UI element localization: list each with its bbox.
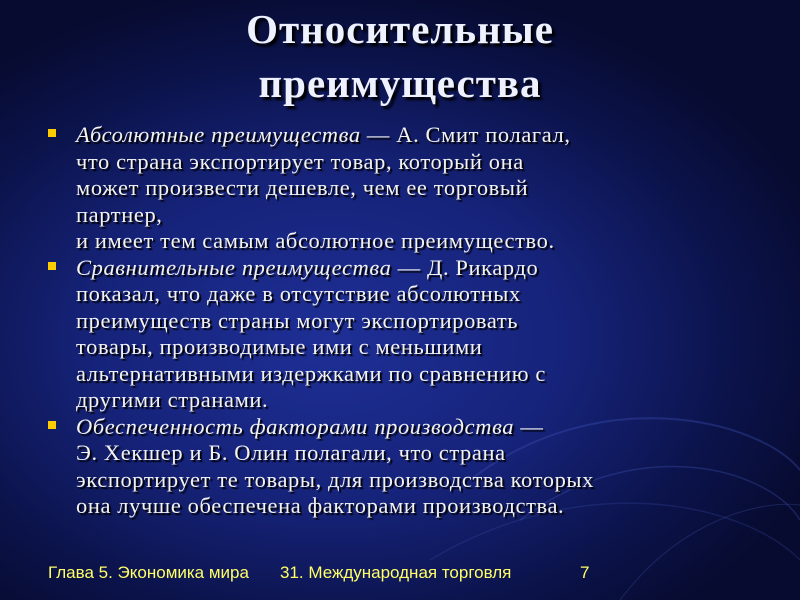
slide-title (0, 2, 800, 110)
bullet-line: показал, что даже в отсутствие абсолютных (76, 281, 521, 306)
footer-page-number: 7 (580, 563, 590, 582)
bullet-line: экспортирует те товары, для производства которых (76, 466, 594, 492)
bullet-comparative-advantage (48, 255, 793, 414)
slide-title-line-1: Относительные (246, 6, 554, 52)
bullet-line: преимуществ страны могут экспортировать (76, 307, 519, 333)
bullet-line (76, 122, 793, 149)
footer-topic: 31. Международная торговля (280, 563, 512, 582)
bullet-line: и имеет тем самым абсолютное преимущество. (76, 228, 555, 253)
slide-title-line-2: преимущества (258, 60, 542, 106)
bullet-term: Абсолютные преимущества (76, 122, 361, 147)
bullet-line (76, 414, 793, 441)
bullet-text: — А. Смит полагал, (360, 122, 571, 147)
bullet-square-icon (48, 129, 56, 137)
bullet-line (76, 255, 793, 282)
bullet-text: — Д. Рикардо (391, 254, 539, 280)
bullet-line: альтернативными издержками по сравнению с (76, 360, 547, 386)
footer-chapter: Глава 5. Экономика мира (48, 563, 249, 582)
bullet-line: что страна экспортирует товар, который она (76, 148, 524, 174)
bullet-line: товары, производимые ими с меньшими (76, 334, 483, 359)
bullet-term: Обеспеченность факторами производства (76, 413, 515, 439)
bullet-text: — (514, 413, 544, 439)
bullet-line: партнер, (76, 201, 163, 227)
bullet-line: Э. Хекшер и Б. Олин полагали, что страна (76, 440, 506, 465)
bullet-term: Сравнительные преимущества (76, 254, 392, 280)
bullet-square-icon (48, 421, 56, 429)
bullet-line: она лучше обеспечена факторами производства. (76, 493, 565, 518)
bullet-line: другими странами. (76, 387, 269, 412)
bullet-absolute-advantage (48, 122, 793, 255)
bullet-list (48, 122, 793, 520)
bullet-square-icon (48, 262, 56, 270)
bullet-factor-endowment (48, 414, 793, 520)
bullet-line: может произвести дешевле, чем ее торговый (76, 175, 529, 200)
